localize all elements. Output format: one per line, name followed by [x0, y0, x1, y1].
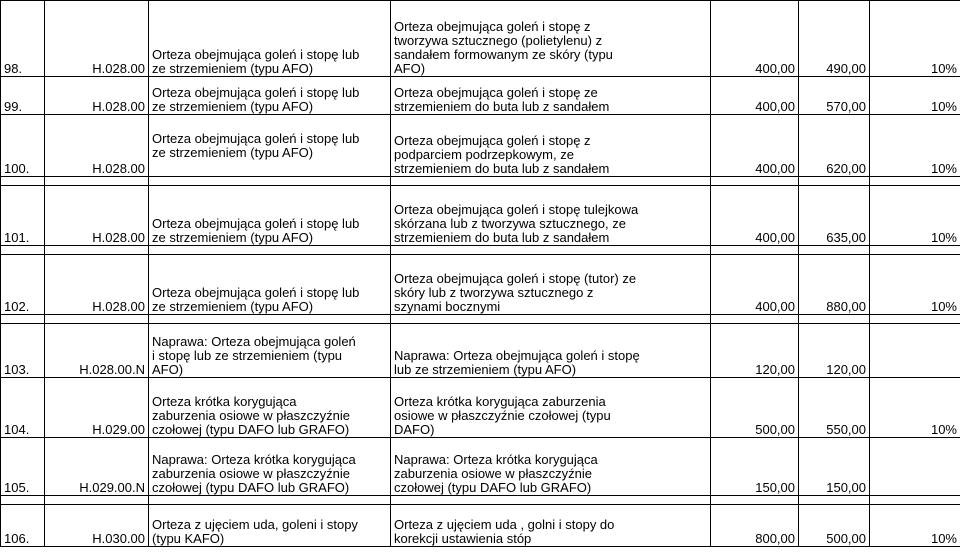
copayment-percent: 10% — [870, 378, 960, 438]
price-value: 635,00 — [799, 186, 870, 246]
product-group-name: Naprawa: Orteza obejmująca goleń i stopę lub ze strzemieniem (typu AFO) — [149, 324, 391, 378]
product-code: H.030.00 — [45, 505, 149, 547]
copayment-percent — [870, 324, 960, 378]
copayment-percent: 10% — [870, 505, 960, 547]
table-row — [1, 186, 960, 246]
row-number: 101. — [1, 186, 45, 246]
product-code: H.028.00 — [45, 77, 149, 115]
product-description: Orteza z ujęciem uda , golni i stopy do korekcji ustawienia stóp — [391, 505, 711, 547]
row-number: 102. — [1, 255, 45, 315]
table-row — [1, 438, 960, 496]
funding-limit: 500,00 — [711, 378, 799, 438]
funding-limit: 400,00 — [711, 255, 799, 315]
copayment-percent: 10% — [870, 186, 960, 246]
product-code: H.029.00 — [45, 378, 149, 438]
price-value: 500,00 — [799, 505, 870, 547]
row-number: 99. — [1, 77, 45, 115]
product-code: H.029.00.N — [45, 438, 149, 496]
product-code: H.028.00 — [45, 1, 149, 77]
product-group-name: Orteza obejmująca goleń i stopę lub ze strzemieniem (typu AFO) — [149, 255, 391, 315]
price-value: 620,00 — [799, 115, 870, 177]
price-value: 150,00 — [799, 438, 870, 496]
product-description: Orteza obejmująca goleń i stopę z podparciem podrzepkowym, ze strzemieniem do buta lub z sandałem — [391, 115, 711, 177]
funding-limit: 400,00 — [711, 77, 799, 115]
product-code: H.028.00 — [45, 115, 149, 177]
product-group-name: Orteza obejmująca goleń i stopę lub ze strzemieniem (typu AFO) — [149, 186, 391, 246]
table-row — [1, 77, 960, 115]
funding-limit: 150,00 — [711, 438, 799, 496]
table-row — [1, 378, 960, 438]
product-code: H.028.00 — [45, 186, 149, 246]
product-group-name: Orteza obejmująca goleń i stopę lub ze strzemieniem (typu AFO) — [149, 1, 391, 77]
funding-limit: 120,00 — [711, 324, 799, 378]
copayment-percent: 10% — [870, 77, 960, 115]
row-number: 104. — [1, 378, 45, 438]
copayment-percent — [870, 438, 960, 496]
row-number: 105. — [1, 438, 45, 496]
funding-limit: 800,00 — [711, 505, 799, 547]
table-row — [1, 255, 960, 315]
funding-limit: 400,00 — [711, 115, 799, 177]
product-group-name: Orteza obejmująca goleń i stopę lub ze strzemieniem (typu AFO) — [149, 115, 391, 177]
row-number: 100. — [1, 115, 45, 177]
product-description: Orteza obejmująca goleń i stopę z tworzywa sztucznego (polietylenu) z sandałem formowanym ze skóry (typu AFO) — [391, 1, 711, 77]
product-description: Orteza krótka korygująca zaburzenia osiowe w płaszczyźnie czołowej (typu DAFO) — [391, 378, 711, 438]
price-value: 490,00 — [799, 1, 870, 77]
product-group-name: Orteza obejmująca goleń i stopę lub ze strzemieniem (typu AFO) — [149, 77, 391, 115]
copayment-percent: 10% — [870, 255, 960, 315]
price-value: 880,00 — [799, 255, 870, 315]
funding-limit: 400,00 — [711, 186, 799, 246]
product-description: Orteza obejmująca goleń i stopę (tutor) ze skóry lub z tworzywa sztucznego z szynami bocznymi — [391, 255, 711, 315]
copayment-percent: 10% — [870, 1, 960, 77]
row-number: 106. — [1, 505, 45, 547]
price-value: 570,00 — [799, 77, 870, 115]
product-code: H.028.00 — [45, 255, 149, 315]
table-row — [1, 505, 960, 547]
product-group-name: Orteza krótka korygująca zaburzenia osiowe w płaszczyźnie czołowej (typu DAFO lub GRAFO) — [149, 378, 391, 438]
product-description: Orteza obejmująca goleń i stopę ze strzemieniem do buta lub z sandałem — [391, 77, 711, 115]
row-spacer — [1, 246, 960, 255]
price-value: 550,00 — [799, 378, 870, 438]
table-row — [1, 1, 960, 77]
product-group-name: Orteza z ujęciem uda, goleni i stopy (typu KAFO) — [149, 505, 391, 547]
row-spacer — [1, 315, 960, 324]
table-row — [1, 324, 960, 378]
row-number: 98. — [1, 1, 45, 77]
copayment-percent: 10% — [870, 115, 960, 177]
product-code: H.028.00.N — [45, 324, 149, 378]
row-spacer — [1, 177, 960, 186]
price-value: 120,00 — [799, 324, 870, 378]
row-number: 103. — [1, 324, 45, 378]
row-spacer — [1, 496, 960, 505]
product-group-name: Naprawa: Orteza krótka korygująca zaburzenia osiowe w płaszczyźnie czołowej (typu DAFO lub GRAFO) — [149, 438, 391, 496]
product-description: Orteza obejmująca goleń i stopę tulejkowa skórzana lub z tworzywa sztucznego, ze strzemieniem do buta lub z sandałem — [391, 186, 711, 246]
product-description: Naprawa: Orteza krótka korygująca zaburzenia osiowe w płaszczyźnie czołowej (typu DAFO lub GRAFO) — [391, 438, 711, 496]
table-row — [1, 115, 960, 177]
funding-limit: 400,00 — [711, 1, 799, 77]
product-description: Naprawa: Orteza obejmująca goleń i stopę lub ze strzemieniem (typu AFO) — [391, 324, 711, 378]
